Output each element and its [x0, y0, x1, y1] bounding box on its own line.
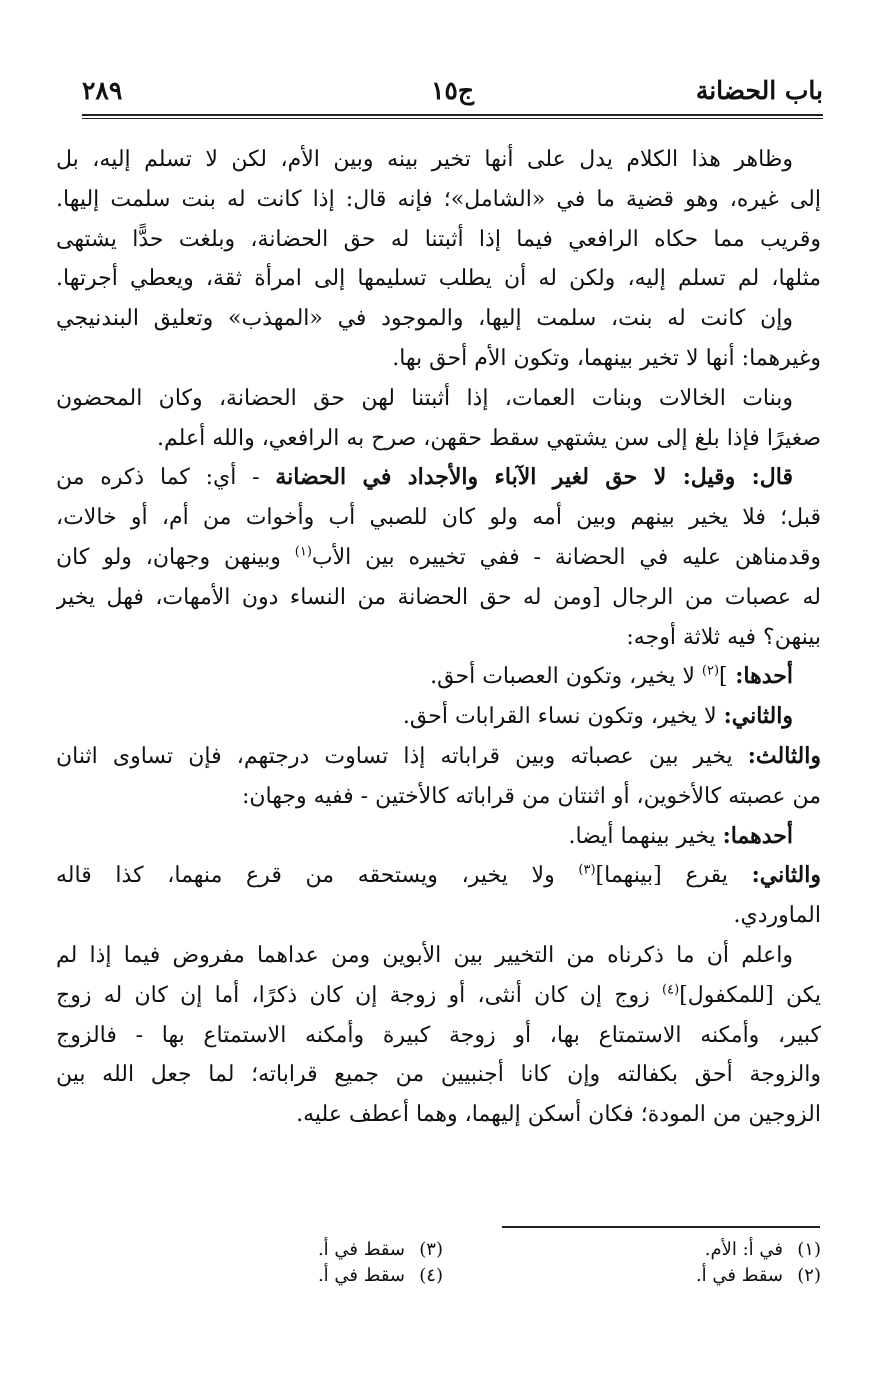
text-line: إلى غيره، وهو قضية ما في «الشامل»؛ فإنه قال: إذا كانت له بنت سلمت إليها. — [56, 186, 821, 212]
text-line: والزوجة أحق بكفالته وإن كانا أجنبيين من جميع قراباته؛ لما جعل الله بين — [56, 1062, 821, 1088]
text-line: وقريب مما حكاه الرافعي فيما إذا أثبتنا له حق الحضانة، وبلغت حدًّا يشتهى — [56, 226, 821, 252]
line-text: زوج إن كان أنثى، أو زوجة إن كان ذكرًا، أما إن كان له زوج — [56, 982, 663, 1008]
volume-label: ج١٥ — [431, 76, 474, 105]
line-text: وقدمناهن عليه في الحضانة - ففي تخييره بين الأب — [311, 544, 821, 570]
text-line — [56, 458, 821, 498]
text-line: كبير، وأمكنه الاستمتاع بها، أو زوجة كبيرة وأمكنه الاستمتاع بها - فالزوج — [56, 1022, 821, 1048]
text-line: قبل؛ فلا يخير بينهم وبين أمه ولو كان للصبي أب وأخوات من أم، أو خالات، — [56, 505, 821, 531]
footnote-2 — [696, 1264, 821, 1288]
footnote-ref: (٤) — [662, 982, 680, 998]
text-line — [56, 657, 821, 697]
footnote-text: في أ: الأم. — [704, 1239, 783, 1260]
header-rule-thick — [82, 114, 823, 116]
line-text: يقرع [بينهما] — [595, 863, 752, 889]
text-line — [56, 737, 821, 777]
text-line: بينهن؟ فيه ثلاثة أوجه: — [626, 624, 821, 650]
term-label: أحدها: — [727, 663, 793, 690]
text-line: واعلم أن ما ذكرناه من التخيير بين الأبوين ومن عداهما مفروض فيما إذا لم — [56, 942, 793, 968]
quoted-matn: لا حق لغير الآباء والأجداد في الحضانة — [275, 464, 683, 491]
commentary-text: - أي: كما ذكره من — [56, 465, 276, 491]
footnote-number: (٢) — [797, 1265, 821, 1286]
line-text: يكن [للمكفول] — [679, 982, 821, 1008]
footnote-ref: (٢) — [701, 664, 720, 680]
page-number: ٢٨٩ — [82, 76, 123, 105]
footnote-number: (٤) — [419, 1265, 443, 1286]
text-line: وبنات الخالات وبنات العمات، إذا أثبتنا لهن حق الحضانة، وكان المحضون — [56, 385, 793, 411]
footnote-rule — [502, 1226, 820, 1228]
line-text: ولا يخير، ويستحقه من قرع منهما، كذا قاله — [56, 863, 579, 889]
header-rule-thin — [82, 118, 823, 119]
text-line: الماوردي. — [733, 903, 821, 929]
footnote-4 — [318, 1264, 443, 1288]
text-line: وإن كانت له بنت، سلمت إليها، والموجود في «المهذب» وتعليق البندنيجي — [56, 306, 793, 332]
footnote-3 — [318, 1238, 443, 1262]
chapter-title: باب الحضانة — [695, 76, 823, 105]
footnote-number: (١) — [797, 1239, 821, 1260]
text-line — [56, 697, 821, 737]
text-line: وغيرهما: أنها لا تخير بينهما، وتكون الأم أحق بها. — [392, 345, 821, 371]
line-text: يخير بين عصباته وبين قراباته إذا تساوت درجتهم، فإن تساوى اثنان — [56, 743, 748, 769]
footnote-number: (٣) — [419, 1239, 443, 1260]
text-line: من عصبته كالأخوين، أو اثنتان من قراباته كالأختين - ففيه وجهان: — [241, 783, 821, 809]
text-line: صغيرًا فإذا بلغ إلى سن يشتهي سقط حقهن، صرح به الرافعي، والله أعلم. — [157, 425, 821, 451]
bracket: ] — [719, 664, 728, 690]
text-line — [56, 856, 821, 896]
text-line — [56, 817, 821, 857]
text-line: له عصبات من الرجال [ومن له حق الحضانة من النساء دون الأمهات، فهل يخير — [56, 584, 821, 610]
page-header — [82, 76, 823, 112]
line-text: يخير بينهما أيضا. — [568, 823, 723, 849]
text-line: مثلها، لم تسلم إليه، ولكن له أن يطلب تسليمها إلى امرأة ثقة، ويعطي أجرتها. — [56, 266, 821, 292]
term-label: والثاني: — [723, 703, 793, 730]
term-label: والثالث: — [747, 742, 821, 769]
main-text — [56, 140, 821, 1135]
footnote-ref: (١) — [294, 544, 312, 560]
term-label: أحدهما: — [722, 822, 793, 849]
line-text: لا يخير، وتكون نساء القرابات أحق. — [402, 704, 724, 730]
line-text: لا يخير، وتكون العصبات أحق. — [430, 664, 702, 690]
text-line — [56, 976, 821, 1016]
footnote-text: سقط في أ. — [317, 1265, 405, 1286]
footnote-ref: (٣) — [578, 863, 596, 879]
quote-lead: قال: وقيل: — [682, 464, 794, 491]
footnote-text: سقط في أ. — [317, 1239, 405, 1260]
text-line: الزوجين من المودة؛ فكان أسكن إليهما، وهما أعطف عليه. — [296, 1102, 821, 1128]
footnote-1 — [705, 1238, 821, 1262]
line-text: وبينهن وجهان، ولو كان — [56, 544, 295, 570]
term-label: والثاني: — [751, 862, 821, 889]
footnote-text: سقط في أ. — [695, 1265, 783, 1286]
text-line: وظاهر هذا الكلام يدل على أنها تخير بينه وبين الأم، لكن لا تسلم إليه، بل — [56, 147, 793, 172]
text-line — [56, 538, 821, 578]
